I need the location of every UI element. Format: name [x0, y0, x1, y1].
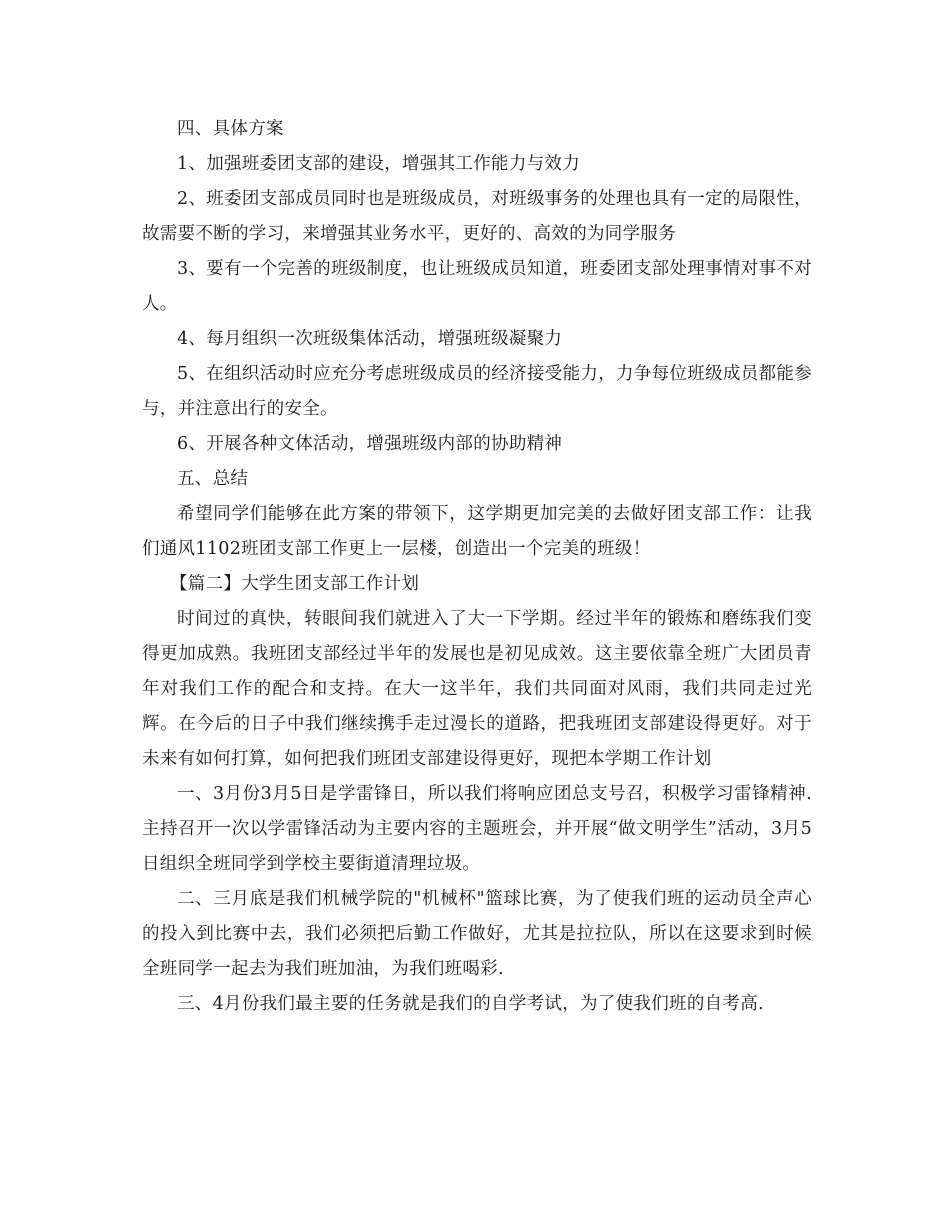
paragraph: 三、4月份我们最主要的任务就是我们的自学考试，为了使我们班的自考高. — [177, 994, 764, 1014]
section-heading-summary: 五、总结 — [177, 469, 249, 489]
paragraph: 6、开展各种文体活动，增强班级内部的协助精神 — [177, 434, 563, 454]
paragraph: 2、班委团支部成员同时也是班级成员，对班级事务的处理也具有一定的局限性，故需要不断的学习，来增强其业务水平，更好的、高效的为同学服务 — [142, 189, 812, 244]
paragraph: 4、每月组织一次班级集体活动，增强班级凝聚力 — [177, 329, 563, 349]
article-title: 【篇二】大学生团支部工作计划 — [170, 574, 420, 594]
paragraph: 一、3月份3月5日是学雷锋日，所以我们将响应团总支号召，积极学习雷锋精神.主持召开一次以学雷锋活动为主要内容的主题班会，并开展“做文明学生”活动，3月5日组织全班同学到学校主要街道清理垃圾。 — [142, 784, 812, 874]
paragraph: 1、加强班委团支部的建设，增强其工作能力与效力 — [177, 154, 581, 174]
section-heading-plan: 四、具体方案 — [177, 119, 284, 139]
paragraph: 二、三月底是我们机械学院的"机械杯"篮球比赛，为了使我们班的运动员全声心的投入到比赛中去，我们必须把后勤工作做好，尤其是拉拉队，所以在这要求到时候全班同学一起去为我们班加油，为我们班喝彩. — [142, 889, 812, 979]
paragraph: 时间过的真快，转眼间我们就进入了大一下学期。经过半年的锻炼和磨练我们变得更加成熟。我班团支部经过半年的发展也是初见成效。这主要依靠全班广大团员青年对我们工作的配合和支持。在大一这半年，我们共同面对风雨，我们共同走过光辉。在今后的日子中我们继续携手走过漫长的道路，把我班团支部建设得更好。对于未来有如何打算，如何把我们班团支部建设得更好，现把本学期工作计划 — [142, 609, 812, 769]
paragraph: 3、要有一个完善的班级制度，也让班级成员知道，班委团支部处理事情对事不对人。 — [142, 259, 812, 314]
document-body — [142, 112, 812, 1022]
paragraph: 希望同学们能够在此方案的带领下，这学期更加完美的去做好团支部工作：让我们通风1102班团支部工作更上一层楼，创造出一个完美的班级！ — [142, 504, 812, 559]
paragraph: 5、在组织活动时应充分考虑班级成员的经济接受能力，力争每位班级成员都能参与，并注意出行的安全。 — [142, 364, 812, 419]
